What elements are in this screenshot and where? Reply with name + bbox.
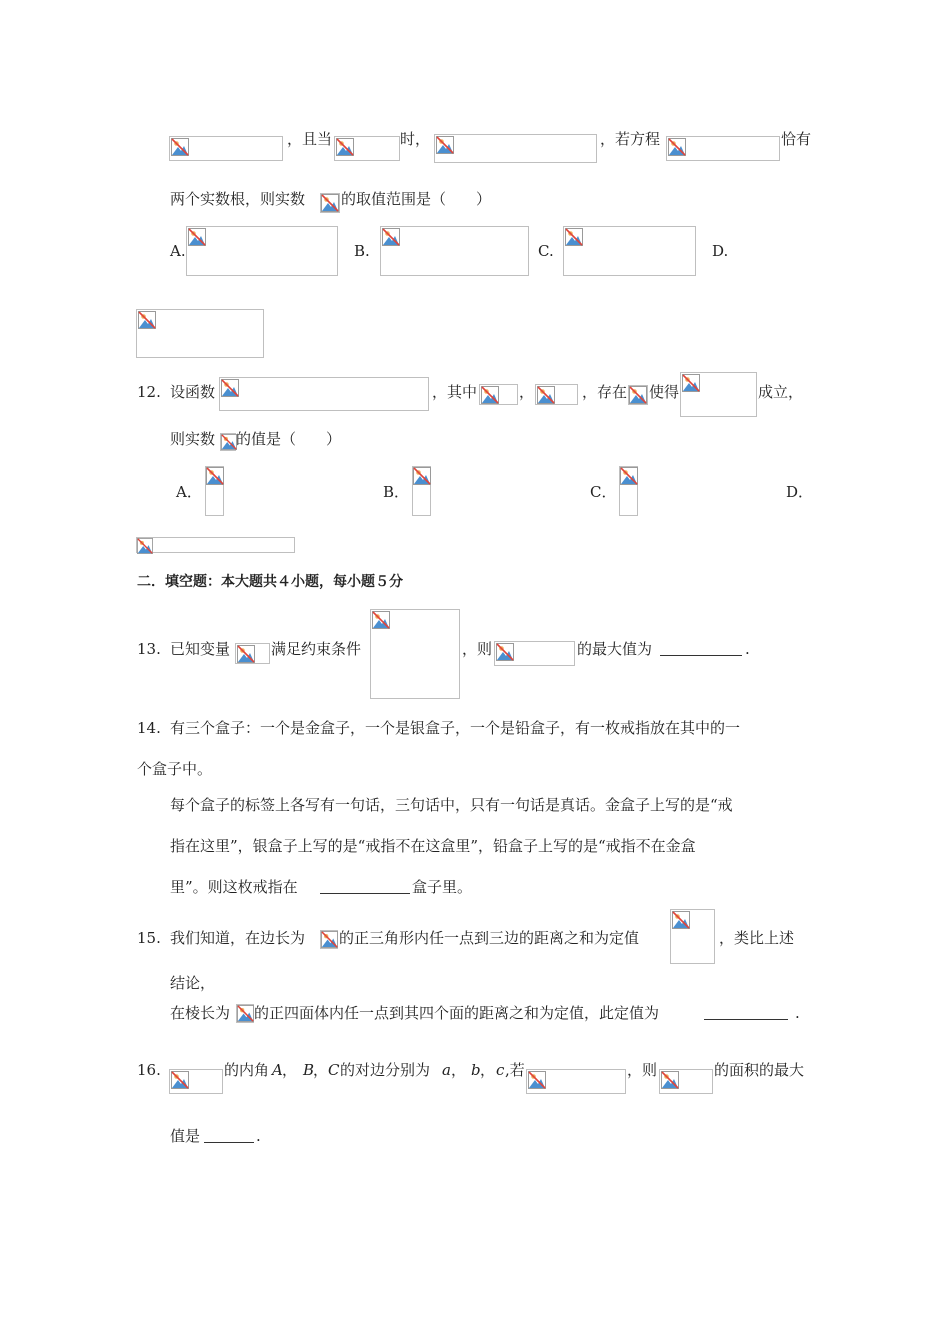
q15-text: 的正三角形内任一点到三边的距离之和为定值 [339,929,640,947]
section-heading: 二．填空题：本大题共４小题，每小题５分 [137,574,403,590]
formula-image [659,1069,713,1094]
broken-image-icon [372,611,390,629]
question-number: 14. [137,719,161,737]
q12-text: 成立， [758,383,804,401]
answer-blank[interactable] [704,1005,788,1020]
option-label-a: A． [176,483,202,501]
broken-image-icon [171,1071,189,1089]
formula-image [320,930,338,949]
broken-image-icon [221,379,239,397]
q14-text: 盒子里。 [412,878,473,896]
broken-image-icon [137,538,153,554]
q14-text: 每个盒子的标签上各写有一句话，三句话中，只有一句话是真话。金盒子上写的是“戒 [170,796,733,814]
broken-image-icon [221,434,237,450]
broken-image-icon [237,645,255,663]
question-number: 13. [137,640,161,658]
q14-text: 个盒子中。 [137,760,213,778]
formula-image [434,134,597,163]
broken-image-icon [528,1071,546,1089]
answer-blank[interactable] [660,641,742,656]
q13-text: . [745,640,750,658]
formula-image [370,609,460,699]
q12-text: ，其中 [432,383,478,401]
formula-image [334,136,400,161]
q16-text: ，则 [627,1061,658,1079]
q13-text: 已知变量 [170,640,231,658]
option-image [136,537,295,553]
formula-image [236,1004,254,1023]
q16-text: ， [451,1061,467,1079]
option-image [186,226,338,276]
q16-text: 的对边分别为 [340,1061,431,1079]
option-image [563,226,696,276]
formula-image [235,643,270,664]
broken-image-icon [138,311,156,329]
broken-image-icon [620,467,638,485]
formula-image [670,909,715,964]
q13-text: 满足约束条件 [271,640,362,658]
formula-image [479,384,518,405]
option-label-c: C. [538,242,554,260]
q16-var: b [471,1061,481,1079]
broken-image-icon [481,386,499,404]
q16-text: ， [480,1061,496,1079]
q15-text: 我们知道，在边长为 [170,929,306,947]
broken-image-icon [321,194,339,212]
q16-var: B [303,1061,315,1079]
q11-text: ，若方程 [600,130,661,148]
broken-image-icon [382,228,400,246]
q14-text: 里”。则这枚戒指在 [170,878,298,896]
broken-image-icon [537,386,555,404]
formula-image [320,193,340,213]
formula-image [628,385,648,405]
q12-text: ，存在 [582,383,628,401]
broken-image-icon [668,138,686,156]
q12-text: 则实数 [170,430,216,448]
option-label-b: B. [354,242,370,260]
broken-image-icon [661,1071,679,1089]
option-label-c: C． [590,483,617,501]
q12-text: 使得 [649,383,680,401]
formula-image [219,377,429,411]
q12-text: 的值是（ ） [236,430,342,448]
q16-text: ， [282,1061,298,1079]
q16-text: . [256,1127,261,1145]
q14-text: 指在这里”，银盒子上写的是“戒指不在这盒里”，铅盒子上写的是“戒指不在金盒 [170,837,696,855]
q11-text: ，且当 [287,130,333,148]
option-label-b: B． [383,483,410,501]
q16-text: ,若 [505,1061,525,1079]
broken-image-icon [565,228,583,246]
option-label-d: D. [712,242,729,260]
broken-image-icon [321,931,338,948]
q16-var: A [272,1061,283,1079]
question-number: 12. [137,383,161,401]
formula-image [666,136,780,161]
broken-image-icon [496,643,514,661]
q11-text: 的取值范围是（ ） [341,190,492,208]
q13-text: 的最大值为 [577,640,653,658]
q15-text: 的正四面体内任一点到其四个面的距离之和为定值，此定值为 [254,1004,660,1022]
question-number: 15. [137,929,161,947]
broken-image-icon [629,386,647,404]
formula-image [220,433,236,451]
q15-text: 在棱长为 [170,1004,231,1022]
q11-text: 恰有 [781,130,812,148]
q12-text: 设函数 [170,383,216,401]
q16-text: ， [313,1061,329,1079]
broken-image-icon [206,467,224,485]
q13-text: ，则 [462,640,493,658]
q15-text: . [795,1004,800,1022]
formula-image [535,384,578,405]
option-image [619,466,638,516]
formula-image [526,1069,626,1094]
q15-text: 结论， [170,974,216,992]
broken-image-icon [237,1005,254,1022]
option-image [136,309,264,358]
q16-var: a [442,1061,451,1079]
broken-image-icon [336,138,354,156]
q12-text: ， [519,383,535,401]
broken-image-icon [171,138,189,156]
broken-image-icon [188,228,206,246]
option-label-d: D． [786,483,814,501]
option-image [205,466,224,516]
option-label-a: A. [170,242,186,260]
question-number: 16. [137,1061,161,1079]
q16-var: c [496,1061,505,1079]
q16-text: 的面积的最大 [714,1061,805,1079]
broken-image-icon [413,467,431,485]
formula-image [494,641,575,666]
q14-text: 有三个盒子：一个是金盒子，一个是银盒子，一个是铅盒子，有一枚戒指放在其中的一 [170,719,741,737]
broken-image-icon [672,911,690,929]
q11-text: 两个实数根，则实数 [170,190,306,208]
option-image [380,226,529,276]
formula-image [680,372,757,417]
q11-text: 时， [400,130,431,148]
q16-text: 的内角 [224,1061,270,1079]
option-image [412,466,431,516]
formula-image [169,136,283,161]
q16-text: 值是 [170,1127,201,1145]
q15-text: ，类比上述 [719,929,795,947]
q16-var: C [328,1061,340,1079]
broken-image-icon [682,374,700,392]
broken-image-icon [436,136,454,154]
answer-blank[interactable] [320,879,410,894]
answer-blank[interactable] [204,1128,254,1143]
formula-image [169,1069,223,1094]
